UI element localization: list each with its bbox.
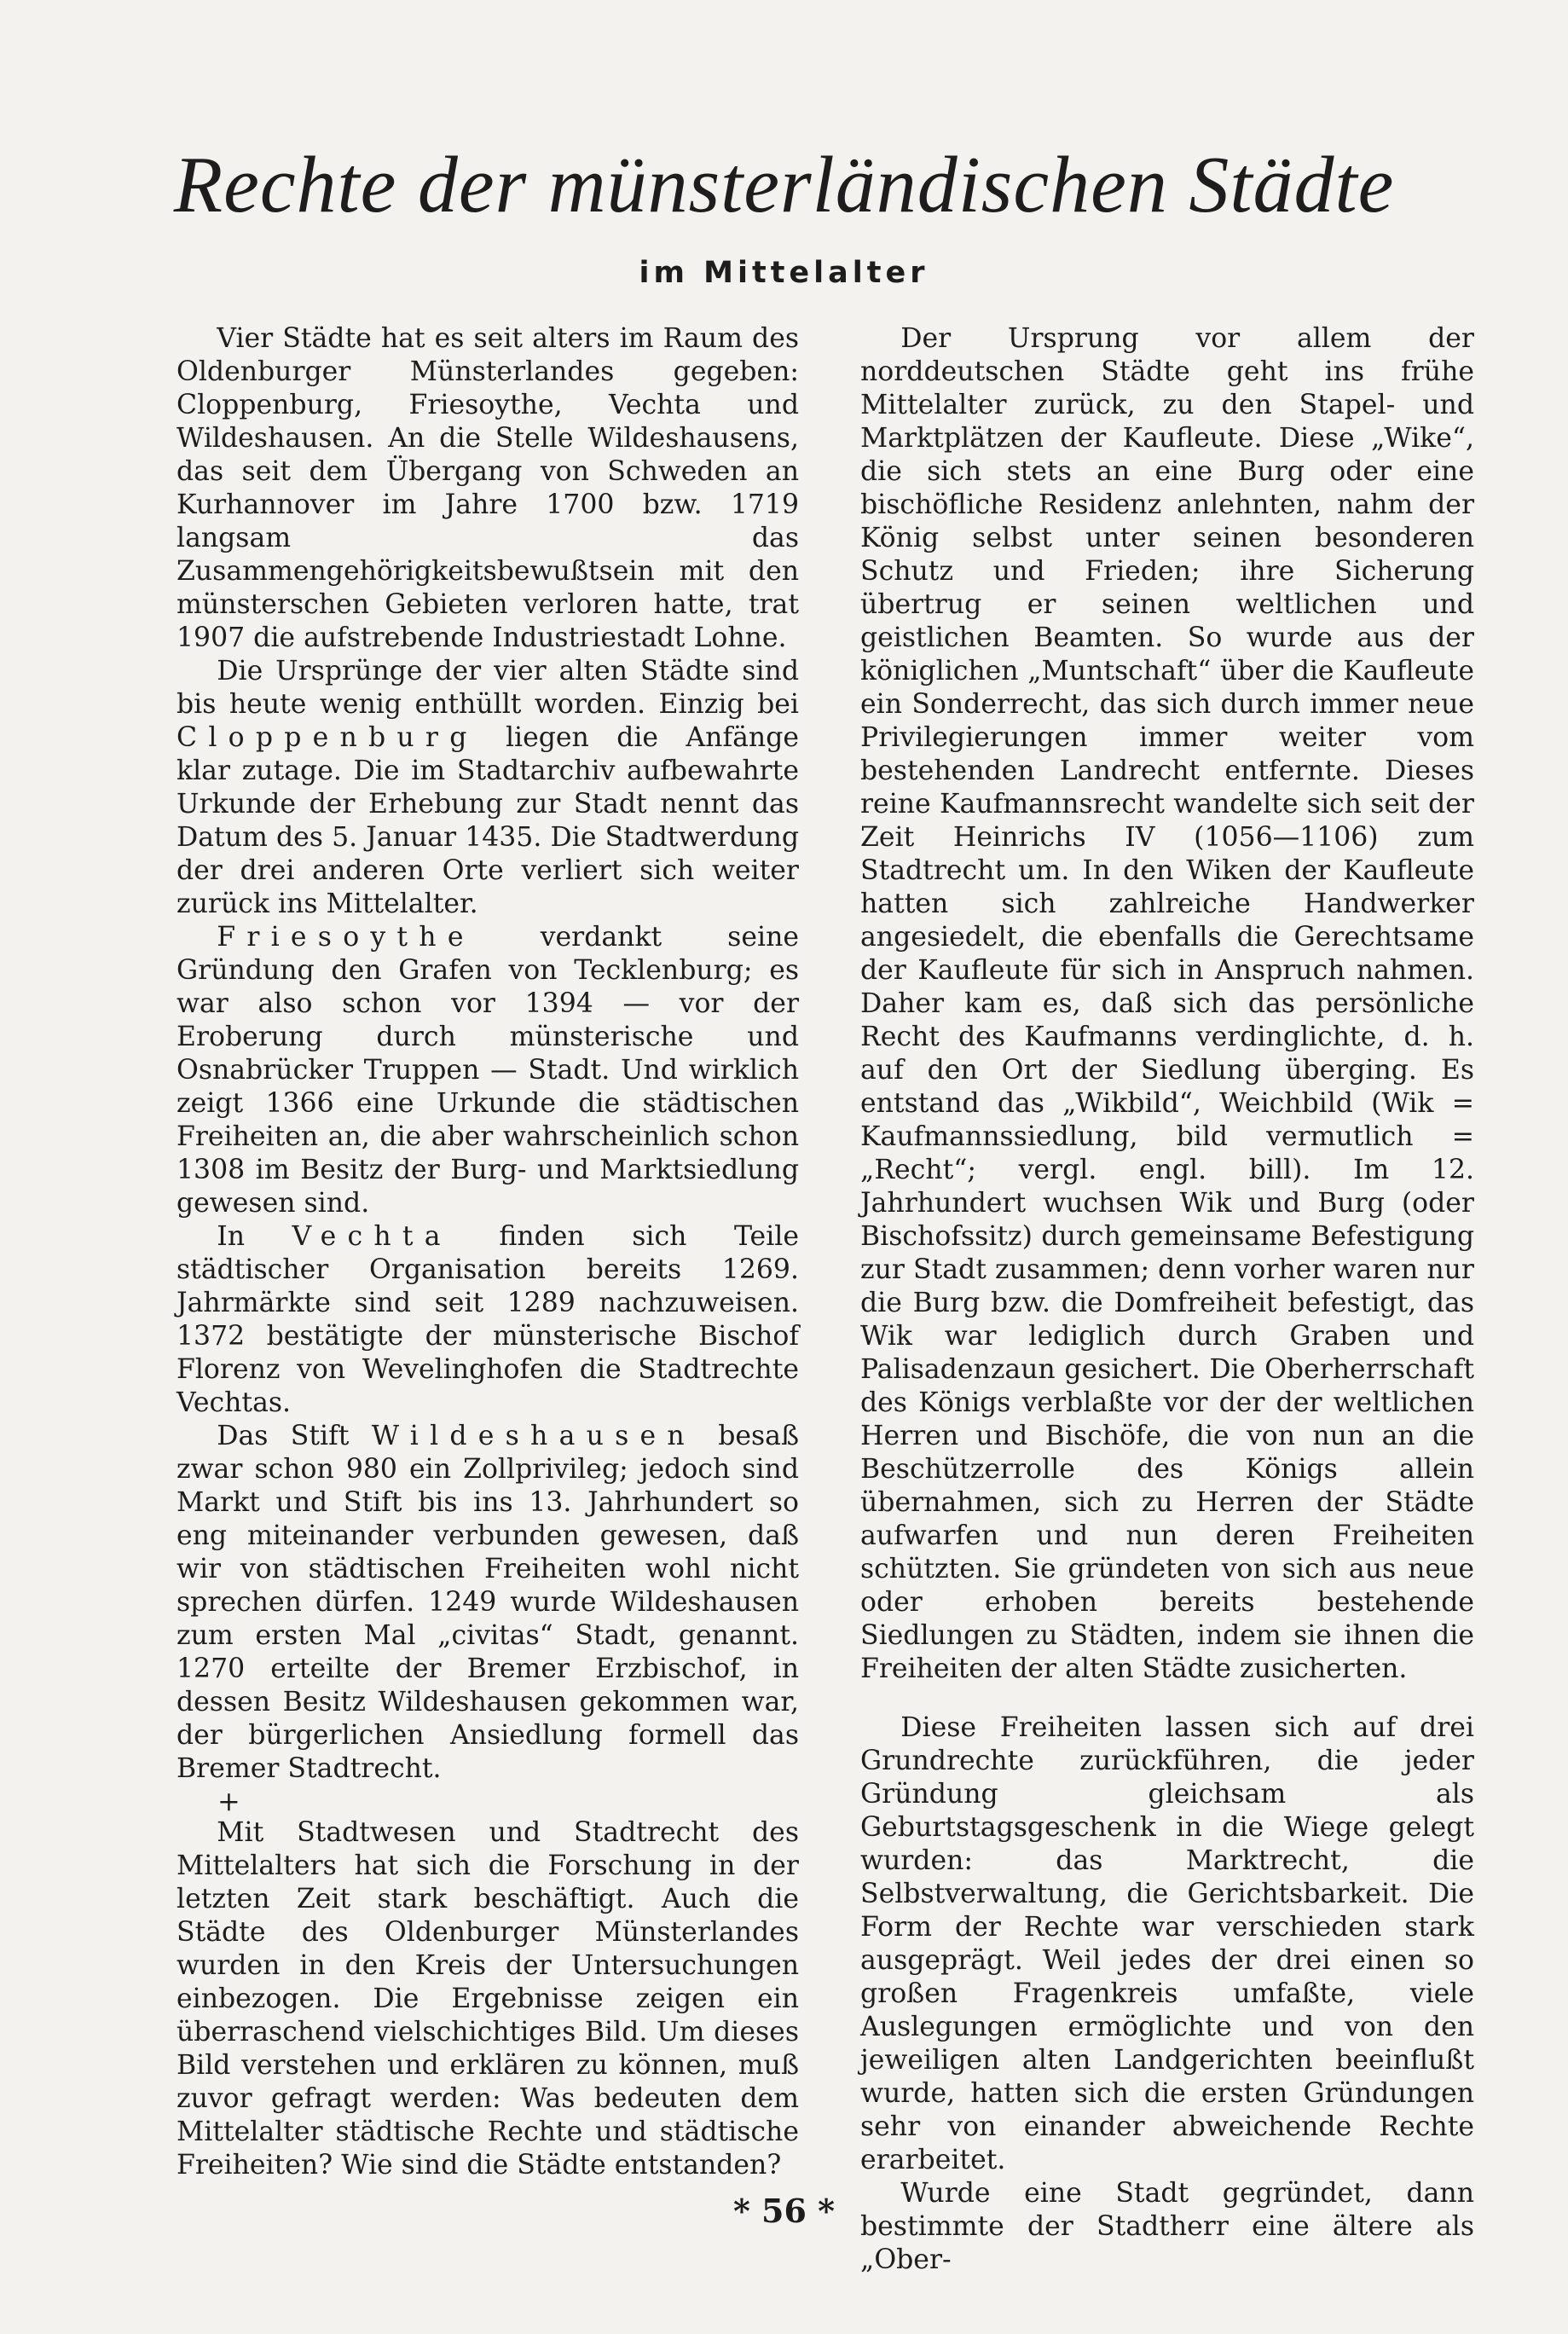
page-number: * 56 * — [732, 2192, 836, 2230]
right-column — [860, 322, 1474, 2277]
paragraph — [176, 1420, 799, 1786]
place-name-wildeshausen: Wildeshausen — [371, 1421, 696, 1451]
paragraph: Der Ursprung vor allem der norddeutschen Städte geht ins frühe Mittelalter zurück, zu den Stapel- und Marktplätzen der Kaufleute. Diese „Wike“, die sich stets an eine Burg oder eine bischöfliche Residenz anlehnten, nahm der König selbst unter seinen besonderen Schutz und Frieden; ihre Sicherung übertrug er seinen weltlichen und geistlichen Beamten. So wurde aus der königlichen „Muntschaft“ über die Kaufleute ein Sonderrecht, das sich durch immer neue Privilegierungen immer weiter vom bestehenden Landrecht entfernte. Dieses reine Kaufmannsrecht wandelte sich seit der Zeit Heinrichs IV (1056—1106) zum Stadtrecht um. In den Wiken der Kaufleute hatten sich zahlreiche Handwerker angesiedelt, die ebenfalls die Gerechtsame der Kaufleute für sich in Anspruch nahmen. Daher kam es, daß sich das persönliche Recht des Kaufmanns verdinglichte, d. h. auf den Ort der Siedlung überging. Es entstand das „Wikbild“, Weichbild (Wik = Kaufmannssiedlung, bild vermutlich = „Recht“; vergl. engl. bill). Im 12. Jahrhundert wuchsen Wik und Burg (oder Bischofssitz) durch gemeinsame Befestigung zur Stadt zusammen; denn vorher waren nur die Burg bzw. die Domfreiheit befestigt, das Wik war lediglich durch Graben und Palisadenzaun gesichert. Die Oberherrschaft des Königs verblaßte vor der der weltlichen Herren und Bischöfe, die von nun an die Beschützerrolle des Königs allein übernahmen, sich zu Herren der Städte aufwarfen und nun deren Freiheiten schützten. Sie gründeten von sich aus neue oder erhoben bereits bestehende Siedlungen zu Städten, indem sie ihnen die Freiheiten der alten Städte zusicherten. — [860, 323, 1474, 1684]
place-name-cloppenburg: Cloppenburg — [176, 722, 478, 753]
text-run: Die Ursprünge der vier alten Städte sind bis heute wenig enthüllt worden. Einzig bei — [176, 656, 799, 720]
text-run: liegen die Anfänge klar zutage. Die im Stadtarchiv aufbewahrte Urkunde der Erhebung zur Stadt nennt das Datum des 5. Januar 1435. Die Stadtwerdung der drei anderen Orte verliert sich weiter zurück ins Mittelalter. — [176, 722, 799, 919]
article-subtitle: im Mittelalter — [639, 256, 929, 290]
text-run: verdankt seine Gründung den Grafen von Tecklenburg; es war also schon vor 1394 — vor der Eroberung durch münsterische und Osnabrücker Truppen — Stadt. Und wirklich zeigt 1366 eine Urkunde die städtischen Freiheiten an, die aber wahrscheinlich schon 1308 im Besitz der Burg- und Marktsiedlung gewesen sind. — [176, 922, 799, 1219]
place-name-vechta: Vechta — [292, 1221, 452, 1252]
section-separator: + — [217, 1785, 240, 1817]
paragraph: Mit Stadtwesen und Stadtrecht des Mittelalters hat sich die Forschung in der letzten Zeit stark beschäftigt. Auch die Städte des Oldenburger Münsterlandes wurden in den Kreis der Untersuchungen einbezogen. Die Ergebnisse zeigen ein überraschend vielschichtiges Bild. Um dieses Bild verstehen und erklären zu können, muß zuvor gefragt werden: Was bedeuten dem Mittelalter städtische Rechte und städtische Freiheiten? Wie sind die Städte entstanden? — [176, 1817, 799, 2181]
text-run: Das Stift — [217, 1421, 372, 1451]
text-run: In — [217, 1221, 292, 1252]
paragraph: Diese Freiheiten lassen sich auf drei Grundrechte zurückführen, die jeder Gründung gleichsam als Geburtstagsgeschenk in die Wiege gelegt wurden: das Marktrecht, die Selbstverwaltung, die Gerichtsbarkeit. Die Form der Rechte war verschieden stark ausgeprägt. Weil jedes der drei einen so großen Fragenkreis umfaßte, viele Auslegungen ermöglichte und von den jeweiligen alten Landgerichten beeinflußt wurde, hatten sich die ersten Gründungen sehr von einander abweichende Rechte erarbeitet. — [860, 1712, 1474, 2175]
paragraph: Vier Städte hat es seit alters im Raum des Oldenburger Münsterlandes gegeben: Cloppenburg, Friesoythe, Vechta und Wildeshausen. An die Stelle Wildeshausens, das seit dem Übergang von Schweden an Kurhannover im Jahre 1700 bzw. 1719 langsam das Zusammengehörigkeitsbewußtsein mit den münsterschen Gebieten verloren hatte, trat 1907 die aufstrebende Industriestadt Lohne. — [176, 323, 799, 653]
left-column — [176, 322, 799, 2182]
paragraph — [176, 921, 799, 1220]
paragraph: Wurde eine Stadt gegründet, dann bestimmte der Stadtherr eine ältere als „Ober- — [860, 2178, 1474, 2275]
text-run: finden sich Teile städtischer Organisation bereits 1269. Jahrmärkte sind seit 1289 nachzuweisen. 1372 bestätigte der münsterische Bischof Florenz von Wevelinghofen die Stadtrechte Vechtas. — [176, 1221, 799, 1418]
paragraph — [176, 655, 799, 921]
article-title: Rechte der münsterländischen Städte — [173, 141, 1395, 229]
place-name-friesoythe: Friesoythe — [217, 922, 475, 953]
text-run: besaß zwar schon 980 ein Zollprivileg; jedoch sind Markt und Stift bis ins 13. Jahrhundert so eng miteinander verbunden gewesen, daß wir von städtischen Freiheiten wohl nicht sprechen dürfen. 1249 wurde Wildeshausen zum ersten Mal „civitas“ Stadt, genannt. 1270 erteilte der Bremer Erzbischof, in dessen Besitz Wildeshausen gekommen war, der bürgerlichen Ansiedlung formell das Bremer Stadtrecht. — [176, 1421, 800, 1784]
paragraph — [176, 1220, 799, 1420]
